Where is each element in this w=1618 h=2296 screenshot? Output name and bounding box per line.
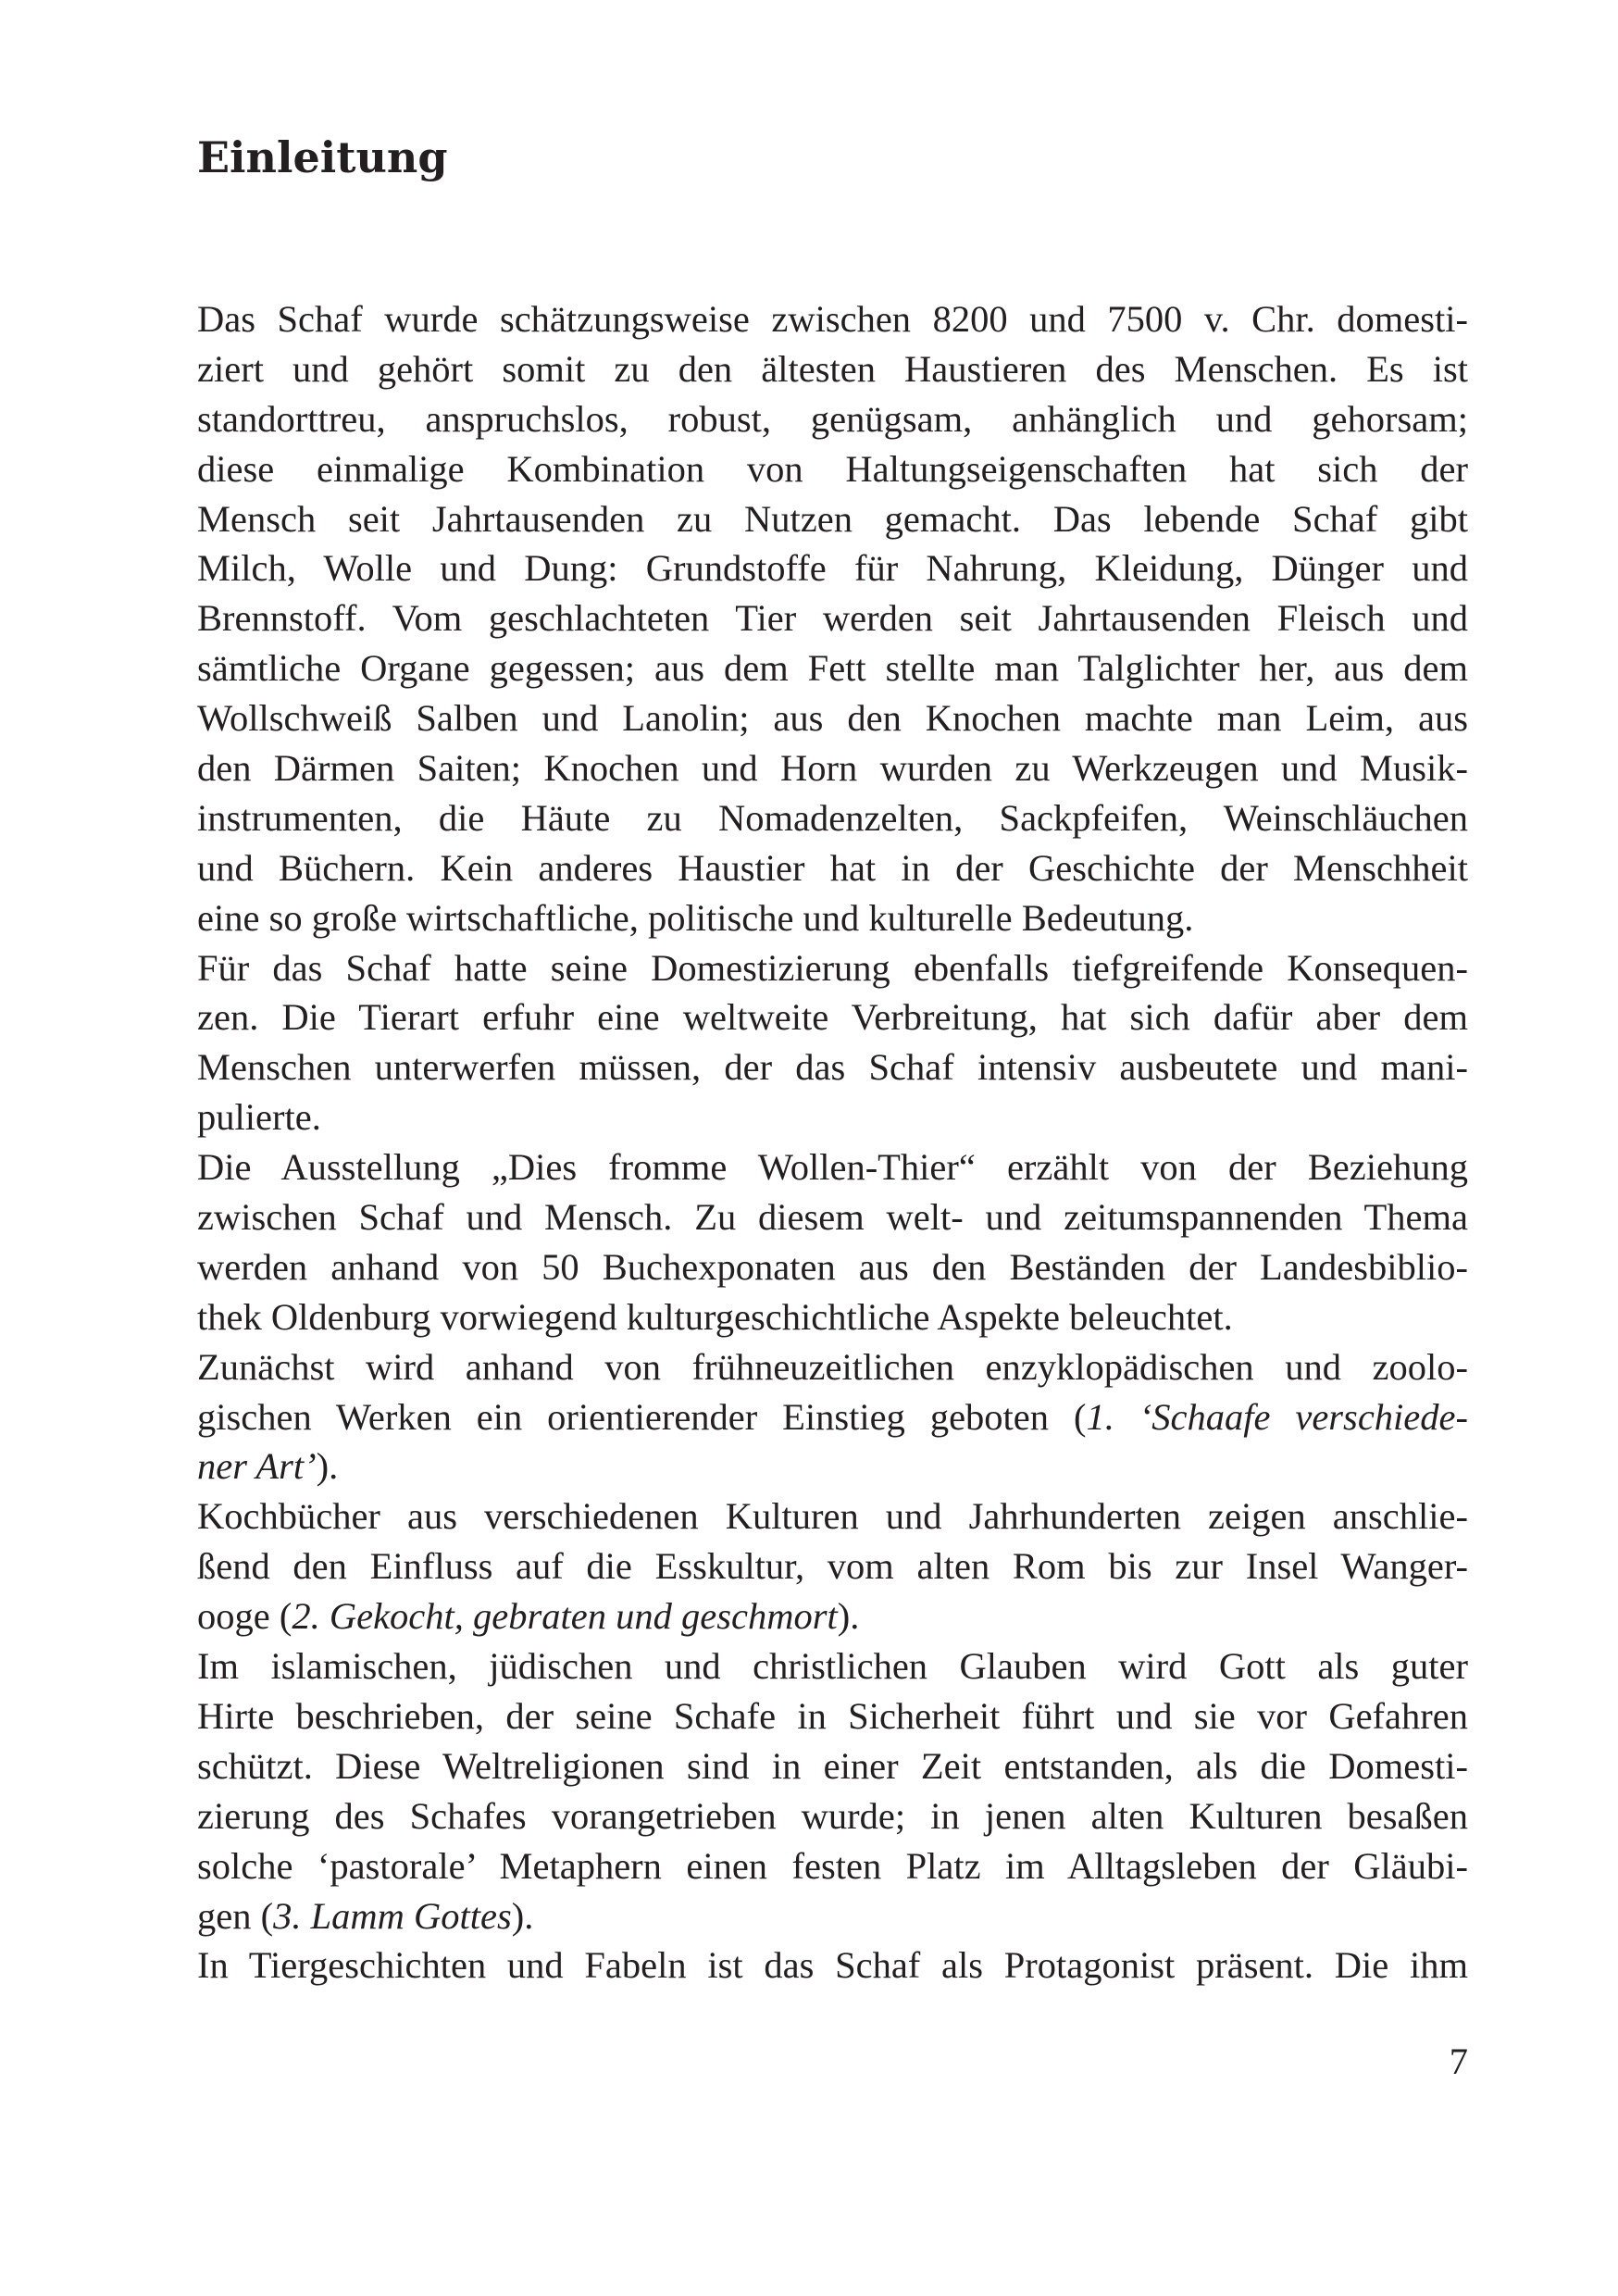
text-run: gischen Werken ein orientierender Einstieg geboten (: [197, 1395, 1087, 1438]
text-run: ).: [316, 1445, 339, 1488]
paragraph-3: [197, 1142, 1468, 1342]
text-line: sämtliche Organe gegessen; aus dem Fett stellte man Talglichter her, aus dem: [197, 647, 1468, 690]
text-line: diese einmalige Kombination von Haltungseigenschaften hat sich der: [197, 447, 1468, 490]
text-line: In Tiergeschichten und Fabeln ist das Schaf als Protagonist präsent. Die ihm: [197, 1944, 1468, 1987]
section-reference: 3. Lamm Gottes: [273, 1894, 512, 1937]
text-line: Hirte beschrieben, der seine Schafe in Sicherheit führt und sie vor Gefahren: [197, 1694, 1468, 1737]
text-line-mixed: [197, 1591, 1468, 1641]
text-line: den Därmen Saiten; Knochen und Horn wurden zu Werkzeugen und Musik-: [197, 747, 1468, 790]
text-line: ziert und gehört somit zu den ältesten Haustieren des Menschen. Es ist: [197, 347, 1468, 390]
paragraph-1: [197, 294, 1468, 943]
text-line: Zunächst wird anhand von frühneuzeitlichen enzyklopädischen und zoolo-: [197, 1345, 1468, 1388]
text-line: eine so große wirtschaftliche, politische und kulturelle Bedeutung.: [197, 896, 1194, 939]
text-line: Im islamischen, jüdischen und christlichen Glauben wird Gott als guter: [197, 1645, 1468, 1688]
text-line: Das Schaf wurde schätzungsweise zwischen 8200 und 7500 v. Chr. domesti-: [197, 298, 1468, 340]
text-line: Menschen unterwerfen müssen, der das Schaf intensiv ausbeutete und mani-: [197, 1046, 1468, 1089]
text-line: pulierte.: [197, 1096, 321, 1139]
text-line: zierung des Schafes vorangetrieben wurde; in jenen alten Kulturen besaßen: [197, 1794, 1468, 1837]
text-run: ooge (: [197, 1595, 292, 1638]
text-line: zwischen Schaf und Mensch. Zu diesem welt- und zeitumspannenden Thema: [197, 1196, 1468, 1239]
text-line: solche ‘pastorale’ Metaphern einen festen Platz im Alltagsleben der Gläubi-: [197, 1844, 1468, 1887]
text-line: werden anhand von 50 Buchexponaten aus den Beständen der Landesbiblio-: [197, 1245, 1468, 1288]
text-line: instrumenten, die Häute zu Nomadenzelten, Sackpfeifen, Weinschläuchen: [197, 796, 1468, 839]
text-line: thek Oldenburg vorwiegend kulturgeschichtliche Aspekte beleuchtet.: [197, 1295, 1233, 1338]
text-line: und Büchern. Kein anderes Haustier hat in der Geschichte der Menschheit: [197, 846, 1468, 889]
text-line: zen. Die Tierart erfuhr eine weltweite Verbreitung, hat sich dafür aber dem: [197, 996, 1468, 1039]
text-line: schützt. Diese Weltreligionen sind in einer Zeit entstanden, als die Domesti-: [197, 1744, 1468, 1787]
text-run: gen (: [197, 1894, 274, 1937]
paragraph-6: [197, 1641, 1468, 1940]
text-line: Kochbücher aus verschiedenen Kulturen und Jahrhunderten zeigen anschlie-: [197, 1495, 1468, 1538]
paragraph-7: [197, 1940, 1468, 1990]
section-reference: ner Art’: [197, 1445, 317, 1488]
text-run: ).: [511, 1894, 534, 1937]
paragraph-4: [197, 1342, 1468, 1492]
text-line: standorttreu, anspruchslos, robust, genügsam, anhänglich und gehorsam;: [197, 397, 1468, 440]
text-line: Milch, Wolle und Dung: Grundstoffe für Nahrung, Kleidung, Dünger und: [197, 547, 1468, 590]
page-number: 7: [1449, 2040, 1468, 2082]
text-line-mixed: [197, 1441, 1468, 1491]
text-line: Für das Schaf hatte seine Domestizierung ebenfalls tiefgreifende Konsequen-: [197, 946, 1468, 989]
text-line-mixed: [197, 1891, 1468, 1941]
text-line: ßend den Einfluss auf die Esskultur, vom alten Rom bis zur Insel Wanger-: [197, 1545, 1468, 1588]
text-line-mixed: [197, 1392, 1468, 1442]
text-line: Wollschweiß Salben und Lanolin; aus den Knochen machte man Leim, aus: [197, 697, 1468, 740]
text-line: Die Ausstellung „Dies fromme Wollen-Thier“ erzählt von der Beziehung: [197, 1146, 1468, 1189]
page-heading: Einleitung: [197, 132, 448, 182]
body-text: [197, 294, 1468, 1990]
paragraph-2: [197, 943, 1468, 1143]
paragraph-5: [197, 1491, 1468, 1641]
section-reference: 2. Gekocht, gebraten und geschmort: [292, 1595, 838, 1638]
text-run: ).: [837, 1595, 860, 1638]
text-line: Mensch seit Jahrtausenden zu Nutzen gemacht. Das lebende Schaf gibt: [197, 497, 1468, 540]
section-reference: 1. ‘Schaafe verschiede-: [1086, 1395, 1468, 1438]
text-line: Brennstoff. Vom geschlachteten Tier werden seit Jahrtausenden Fleisch und: [197, 597, 1468, 640]
